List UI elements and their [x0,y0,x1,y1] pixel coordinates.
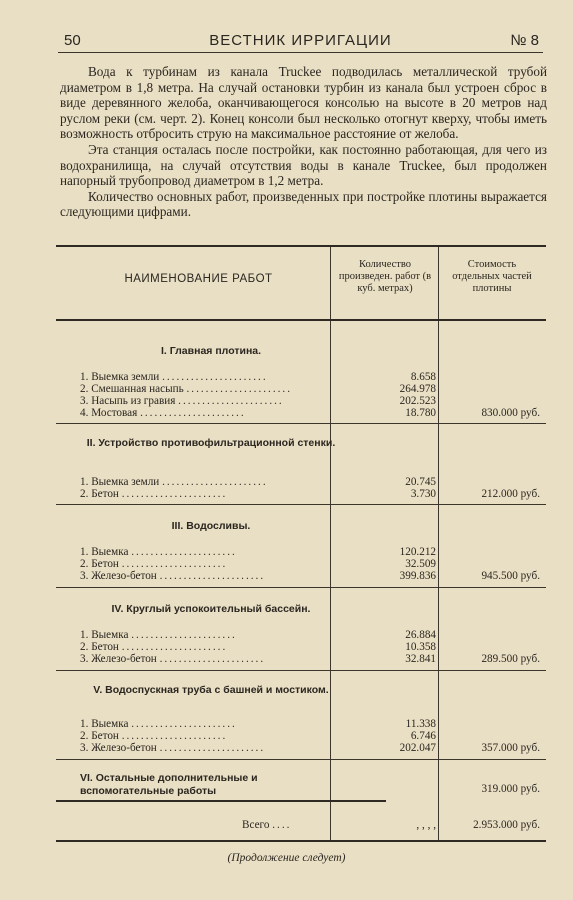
section-title: V. Водоспускная труба с башней и мостиком. [93,684,329,696]
total-label: Всего .... [242,819,292,831]
works-table [56,245,546,842]
column-divider [438,247,439,840]
header-cost: Стоимость отдельных частей плотины [452,259,532,294]
section-cost: 945.500 руб. [481,570,540,582]
section-title: II. Устройство противофильтрационной стенки. [86,437,336,449]
work-item: 1. Выемка ...................... [80,718,237,730]
journal-title: ВЕСТНИК ИРРИГАЦИИ [209,32,392,49]
section-cost: 289.500 руб. [481,653,540,665]
section-title: VI. Остальные дополнительные и вспомогательные работы [80,772,258,797]
work-item: 1. Выемка земли ...................... [80,476,268,488]
work-item: 2. Бетон ...................... [80,641,228,653]
continuation-note: (Продолжение следует) [227,852,346,864]
item-quantity: 3.730 [410,488,436,500]
page-number: 50 [64,32,81,49]
section-cost: 212.000 руб. [481,488,540,500]
section-title: III. Водосливы. [171,520,251,532]
intro-paragraph-2: Эта станция осталась после постройки, как постоянно работающая, для чего из водохранилища, на случай отсутствия воды в канале Truckee, был продолжен напорный трубопровод диаметром в 1,2 метра. [60,141,547,189]
item-quantity: 32.841 [405,653,436,665]
item-quantity: 399.836 [399,570,436,582]
item-quantity: 264.978 [399,383,436,395]
intro-text [60,64,547,220]
issue-number: № 8 [510,32,539,49]
work-item: 2. Смешанная насыпь ...................... [80,383,293,395]
section-title: I. Главная плотина. [160,345,262,357]
work-item: 3. Железо-бетон ...................... [80,653,266,665]
section-title: IV. Круглый успокоительный бассейн. [111,603,311,615]
item-quantity: 6.746 [410,730,436,742]
header-quantity: Количество произведен. работ (в куб. метрах) [338,259,432,294]
item-quantity: 10.358 [405,641,436,653]
section-divider [56,587,546,588]
header-divider [56,319,546,321]
work-item: 1. Выемка ...................... [80,629,237,641]
item-quantity: 120.212 [399,546,436,558]
work-item: 3. Железо-бетон ...................... [80,742,266,754]
intro-paragraph-1: Вода к турбинам из канала Truckee подводилась металлической трубой диаметром в 1,8 метра. На случай остановки турбин из канала был устроен сброс в виде деревянного желоба, оканчивающегося консолью на высоте в 20 метров над руслом реки (см. черт. 2). Конец консоли был несколько отогнут кверху, чтобы иметь возможность отбросить струю на максимальное расстояние от желоба. [60,64,547,142]
item-quantity: 20.745 [405,476,436,488]
item-quantity: 11.338 [405,718,436,730]
item-quantity: 32.509 [405,558,436,570]
work-item: 2. Бетон ...................... [80,730,228,742]
column-divider [330,247,331,840]
item-quantity: 8.658 [410,371,436,383]
work-item: 2. Бетон ...................... [80,558,228,570]
total-cost: 2.953.000 руб. [473,819,540,831]
section-divider [56,759,546,760]
work-item: 3. Насыпь из гравия ...................... [80,395,284,407]
section-divider [56,423,546,424]
intro-paragraph-3: Количество основных работ, произведенных при постройке плотины выражается следующими цифрами. [60,188,547,220]
page-header [58,30,543,53]
work-item: 2. Бетон ...................... [80,488,228,500]
total-divider [56,800,386,802]
item-quantity: 18.780 [405,407,436,419]
section-cost: 357.000 руб. [481,742,540,754]
item-quantity: 202.523 [399,395,436,407]
item-quantity: 26.884 [405,629,436,641]
section-divider [56,504,546,505]
section-cost: 319.000 руб. [481,783,540,795]
header-name: НАИМЕНОВАНИЕ РАБОТ [124,273,273,285]
section-divider [56,670,546,671]
work-item: 1. Выемка ...................... [80,546,237,558]
work-item: 1. Выемка земли ...................... [80,371,268,383]
item-quantity: 202.047 [399,742,436,754]
work-item: 3. Железо-бетон ...................... [80,570,266,582]
total-quantity: , , , , [416,819,436,831]
work-item: 4. Мостовая ...................... [80,407,246,419]
section-cost: 830.000 руб. [481,407,540,419]
